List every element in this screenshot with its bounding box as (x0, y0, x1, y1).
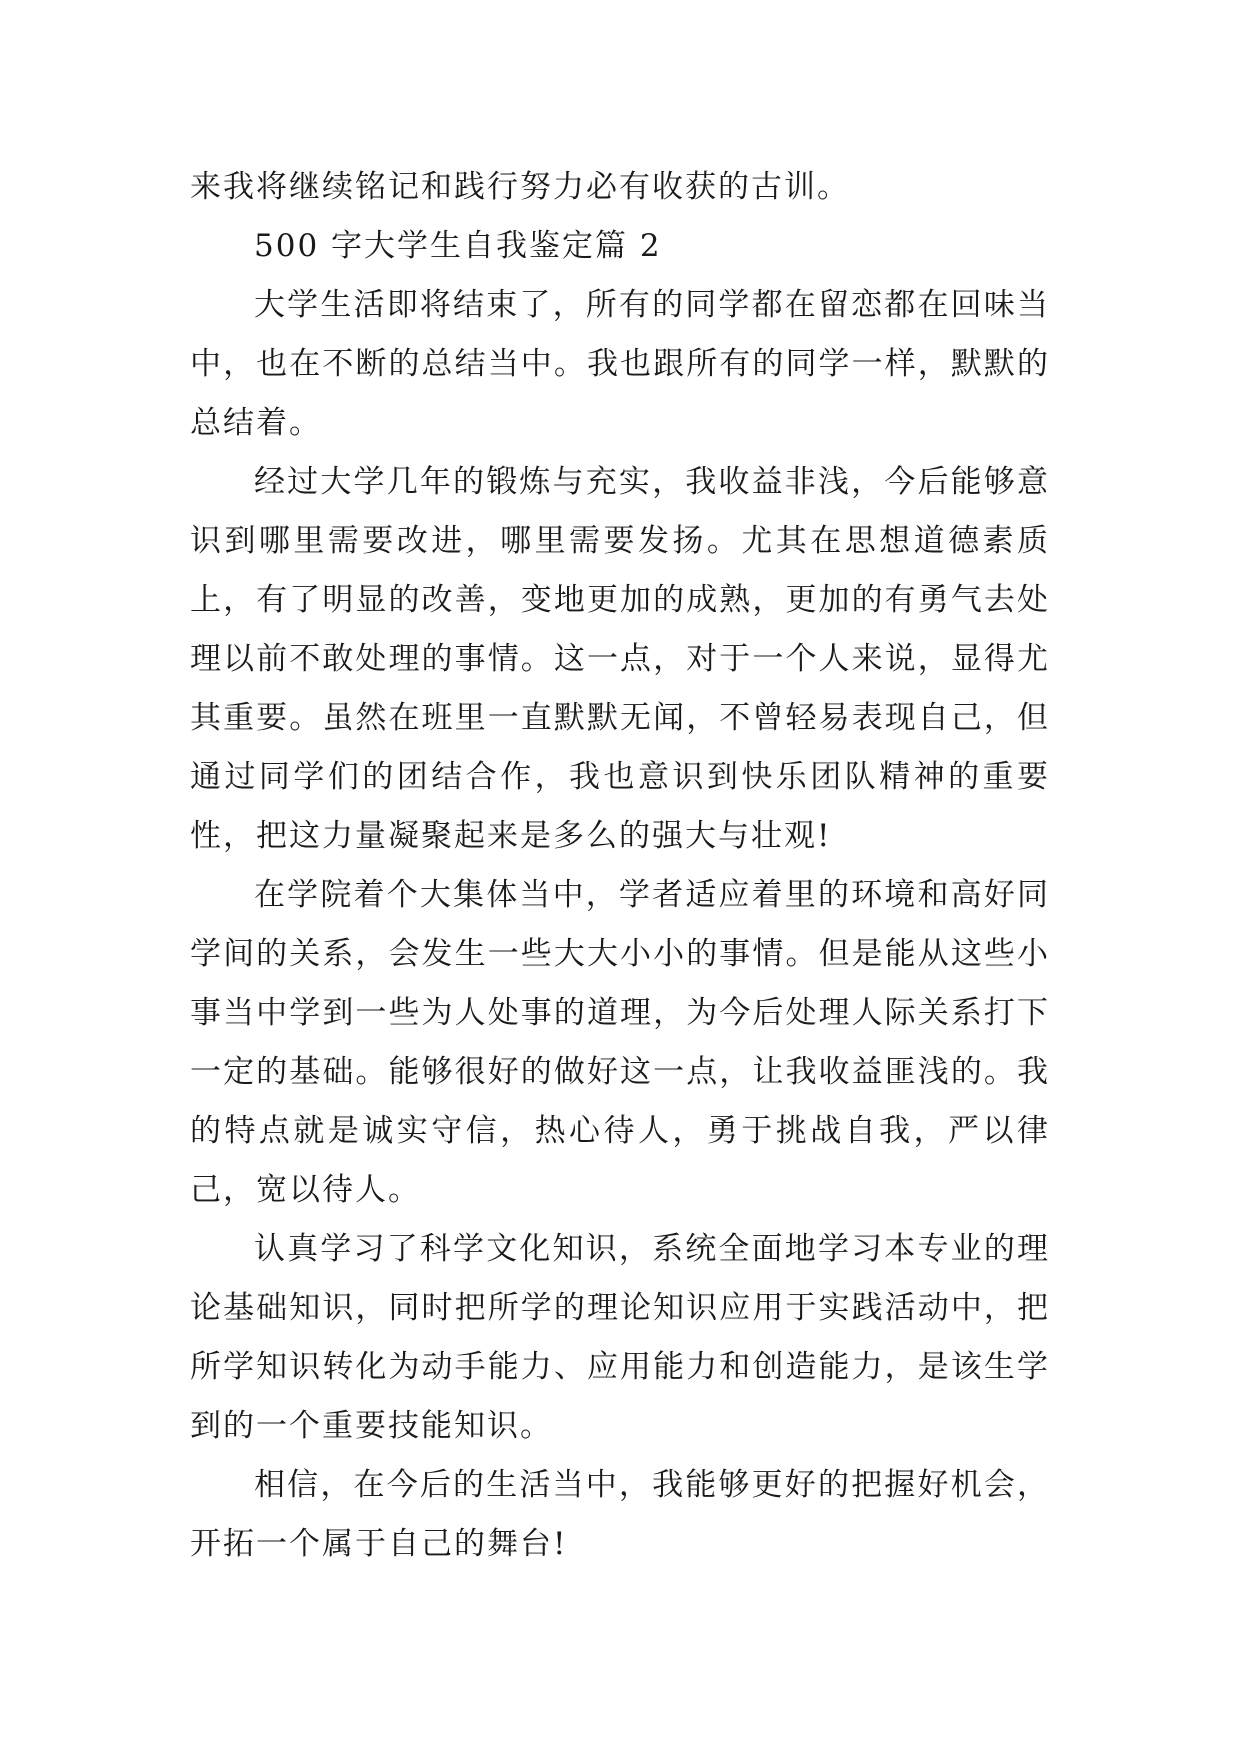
paragraph: 大学生活即将结束了，所有的同学都在留恋都在回味当中，也在不断的总结当中。我也跟所有的同学一样，默默的总结着。 (190, 287, 1050, 441)
paragraph: 认真学习了科学文化知识，系统全面地学习本专业的理论基础知识，同时把所学的理论知识应用于实践活动中，把所学知识转化为动手能力、应用能力和创造能力，是该生学到的一个重要技能知识。 (190, 1231, 1050, 1444)
paragraph: 相信，在今后的生活当中，我能够更好的把握好机会，开拓一个属于自己的舞台! (190, 1467, 1050, 1562)
section-title: 500 字大学生自我鉴定篇 2 (254, 228, 662, 264)
document-body (190, 158, 1050, 1574)
continuation-text: 来我将继续铭记和践行努力必有收获的古训。 (190, 169, 850, 205)
paragraph: 经过大学几年的锻炼与充实，我收益非浅，今后能够意识到哪里需要改进，哪里需要发扬。尤其在思想道德素质上，有了明显的改善，变地更加的成熟，更加的有勇气去处理以前不敢处理的事情。这一点，对于一个人来说，显得尤其重要。虽然在班里一直默默无闻，不曾轻易表现自己，但通过同学们的团结合作，我也意识到快乐团队精神的重要性，把这力量凝聚起来是多么的强大与壮观! (190, 464, 1050, 854)
paragraph: 在学院着个大集体当中，学者适应着里的环境和高好同学间的关系，会发生一些大大小小的事情。但是能从这些小事当中学到一些为人处事的道理，为今后处理人际关系打下一定的基础。能够很好的做好这一点，让我收益匪浅的。我的特点就是诚实守信，热心待人，勇于挑战自我，严以律己，宽以待人。 (190, 877, 1050, 1208)
